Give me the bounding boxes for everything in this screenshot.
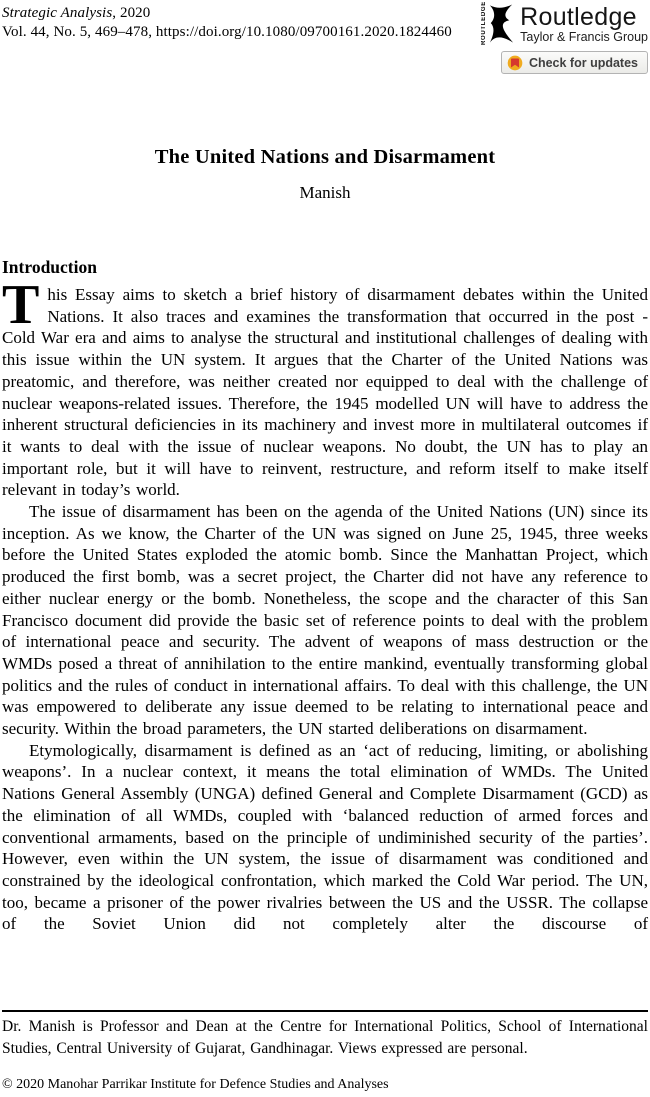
dropcap-letter: T [2,274,40,336]
journal-name: Strategic Analysis [2,5,113,21]
check-for-updates-button[interactable] [501,51,648,74]
journal-year: , 2020 [112,5,151,21]
paragraph-3: Etymologically, disarmament is defined as an ‘act of reducing, limiting, or abolishing weapons’. In a nuclear context, it means the total elimination of WMDs. The United Nations General Assembly (UNGA) defined General and Complete Disarmament (GCD) as the elimination of all WMDs, coupled with ‘balanced reduction of armed forces and conventional armaments, based on the principle of undiminished security of the parties’. However, even within the UN system, the issue of disarmament was conditioned and constrained by the ideological confrontation, which marked the Cold War period. The UN, too, became a prisoner of the power rivalries between the US and the USSR. The collapse of the Soviet Union did not completely alter the discourse of [2,740,648,934]
article-title: The United Nations and Disarmament [154,146,496,168]
publisher-name: Routledge [520,3,637,31]
paragraph-2: The issue of disarmament has been on the agenda of the United Nations (UN) since its inception. As we know, the Charter of the UN was signed on June 25, 1945, three weeks before the United States exploded the atomic bomb. Since the Manhattan Project, which produced the first bomb, was a secret project, the Charter did not have any reference to either nuclear energy or the bomb. Nonetheless, the scope and the character of this San Francisco document did provide the basic set of reference points to deal with the problem of international peace and security. The advent of weapons of mass destruction or the WMDs posed a threat of annihilation to the entire mankind, eventually transforming global politics and the rules of conduct in international affairs. To deal with this challenge, the UN was empowered to deliberate any issue deemed to be relating to international peace and security. Within the broad parameters, the UN started deliberations on disarmament. [2,502,648,739]
journal-volume-doi-line: Vol. 44, No. 5, 469–478, https://doi.org/10.1080/09700161.2020.1824460 [2,23,452,40]
paragraph-1 [2,274,648,501]
publisher-block [481,1,648,74]
publisher-wordmark [520,4,648,44]
journal-citation [2,4,452,41]
copyright-line: © 2020 Manohar Parrikar Institute for Defence Studies and Analyses [2,1077,389,1092]
check-for-updates-label: Check for updates [528,55,638,70]
publisher-group: Taylor & Francis Group [520,30,648,44]
author-footnote [2,1010,648,1059]
routledge-logo [481,1,648,45]
routledge-r-icon [488,4,514,44]
article-author: Manish [299,183,351,202]
journal-title-line [2,4,452,23]
section-heading-introduction: Introduction [2,257,97,277]
page-header [2,1,648,74]
author-footnote-text: Dr. Manish is Professor and Dean at the Centre for International Politics, School of International Studies, Central University of Gujarat, Gandhinagar. Views expressed are personal. [2,1018,648,1057]
crossmark-icon [507,55,523,71]
routledge-vertical-label: ROUTLEDGE [481,1,488,45]
paragraph-1-text: his Essay aims to sketch a brief history of disarmament debates within the United Nations. It also traces and examines the transformation that occurred in the post -Cold War era and aims to analyse the structural and institutional challenges of dealing with this issue within the UN system. It argues that the Charter of the United Nations was preatomic, and therefore, was neither created nor equipped to deal with the challenge of nuclear weapons-related issues. Therefore, the 1945 modelled UN will have to address the inherent structural deficiencies in its machinery and invest more in multilateral outcomes if it wants to deal with the issue of nuclear weapons. No doubt, the UN has to play an important role, but it will have to reinvent, restructure, and reform itself to make itself relevant in today’s world. [2,285,648,500]
article-body [2,274,648,935]
